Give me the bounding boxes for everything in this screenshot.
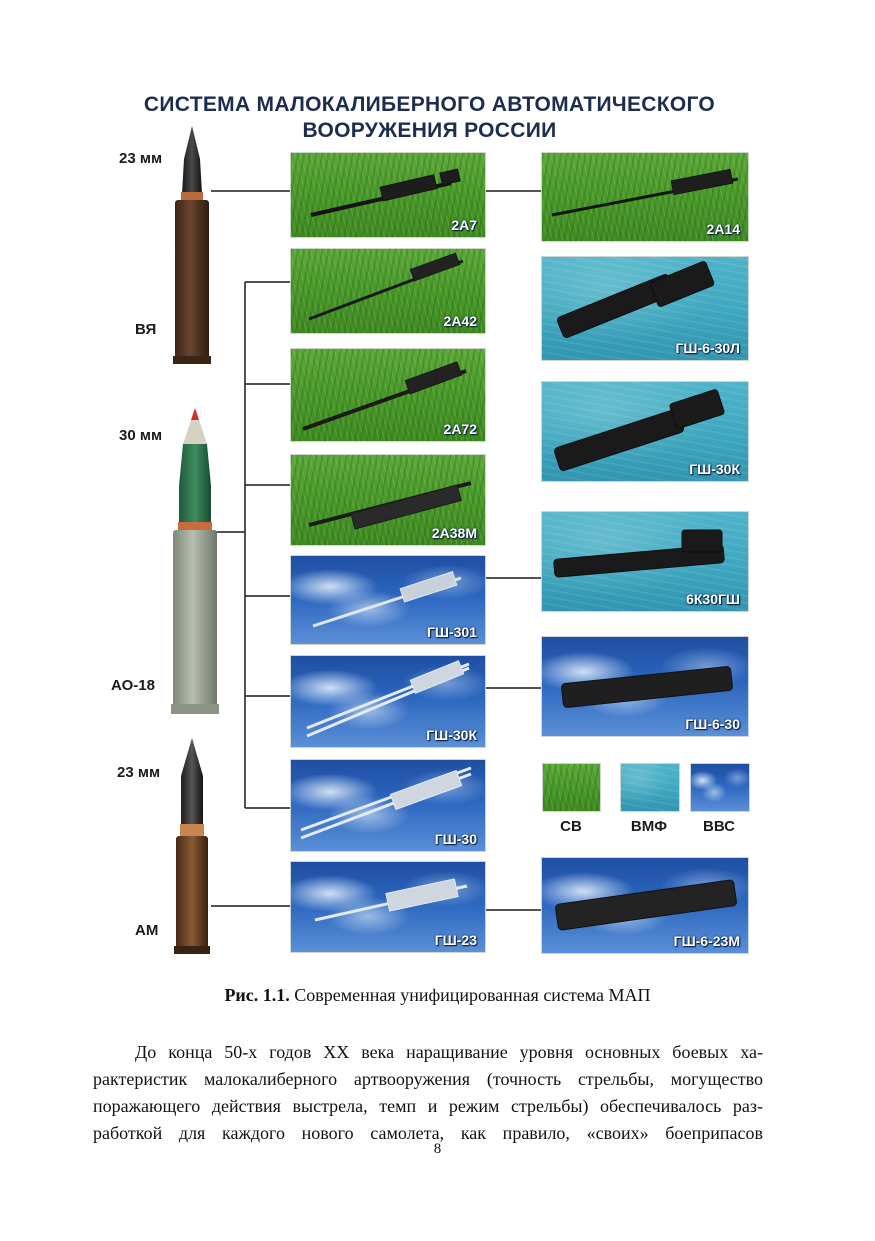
cartridge-label-am: АМ xyxy=(135,922,159,939)
label-gsh-30: ГШ-30 xyxy=(434,831,477,847)
page-number: 8 xyxy=(433,1141,442,1157)
panel-gsh-6-30 xyxy=(541,636,749,737)
panel-2a14 xyxy=(541,152,749,242)
figure-title-line-2: ВООРУЖЕНИЯ РОССИИ xyxy=(302,119,557,142)
panel-2a42 xyxy=(290,248,486,334)
body-line-1: До конца 50-х годов XX века наращивание уровня основных боевых ха- xyxy=(135,1042,763,1062)
legend-swatch-vmf xyxy=(620,763,680,812)
legend-label-sv: СВ xyxy=(560,818,582,835)
panel-gsh-6-23m xyxy=(541,857,749,954)
label-gsh-23: ГШ-23 xyxy=(434,932,477,948)
legend-label-vmf: ВМФ xyxy=(630,818,668,835)
caliber-label-30mm: 30 мм xyxy=(119,427,163,444)
label-gsh-6-23m: ГШ-6-23М xyxy=(673,933,740,949)
figure-title-line-1: СИСТЕМА МАЛОКАЛИБЕРНОГО АВТОМАТИЧЕСКОГО xyxy=(143,93,716,116)
panel-gsh-30 xyxy=(290,759,486,852)
panel-gsh-301 xyxy=(290,555,486,645)
cartridge-ao18-image xyxy=(165,406,225,721)
panel-6k30gsh xyxy=(541,511,749,612)
label-2a42: 2А42 xyxy=(443,313,477,329)
panel-2a38m xyxy=(290,454,486,546)
caliber-label-23mm-bottom: 23 мм xyxy=(117,764,161,781)
label-2a7: 2А7 xyxy=(451,217,477,233)
panel-gsh-30k-right xyxy=(541,381,749,482)
label-gsh-6-30: ГШ-6-30 xyxy=(685,716,740,732)
panel-2a7 xyxy=(290,152,486,238)
body-line-2: рактеристик малокалиберного артвооружения (точность стрельбы, могущество xyxy=(93,1069,763,1089)
legend-label-vvs: ВВС xyxy=(703,818,735,835)
cartridge-label-ao18: АО-18 xyxy=(111,677,155,694)
label-gsh-301: ГШ-301 xyxy=(426,624,477,640)
label-2a72: 2А72 xyxy=(443,421,477,437)
label-gsh-30k-left: ГШ-30К xyxy=(426,727,477,743)
label-2a38m: 2А38М xyxy=(431,525,477,541)
panel-gsh-23 xyxy=(290,861,486,953)
label-2a14: 2А14 xyxy=(706,221,740,237)
body-line-3: поражающего действия выстрела, темп и режим стрельбы) обеспечивалось раз- xyxy=(93,1096,763,1116)
cartridge-am-image xyxy=(167,736,217,958)
cartridge-label-vya: ВЯ xyxy=(135,321,157,338)
panel-gsh-30k-left xyxy=(290,655,486,748)
legend-swatch-vvs xyxy=(690,763,750,812)
cartridge-vya-image xyxy=(167,124,217,369)
figure-caption xyxy=(0,985,875,1006)
label-6k30gsh: 6К30ГШ xyxy=(686,591,740,607)
label-gsh-6-30l: ГШ-6-30Л xyxy=(675,340,740,356)
figure-small-caliber-system xyxy=(93,84,766,966)
body-line-4: работкой для каждого нового самолета, как правило, «своих» боеприпасов xyxy=(93,1123,763,1143)
panel-2a72 xyxy=(290,348,486,442)
label-gsh-30k-right: ГШ-30К xyxy=(689,461,740,477)
legend-swatch-sv xyxy=(542,763,601,812)
caption-number: Рис. 1.1. xyxy=(224,985,290,1005)
panel-gsh-6-30l xyxy=(541,256,749,361)
caliber-label-23mm-top: 23 мм xyxy=(119,150,163,167)
caption-text: Современная унифицированная система МАП xyxy=(294,985,651,1005)
